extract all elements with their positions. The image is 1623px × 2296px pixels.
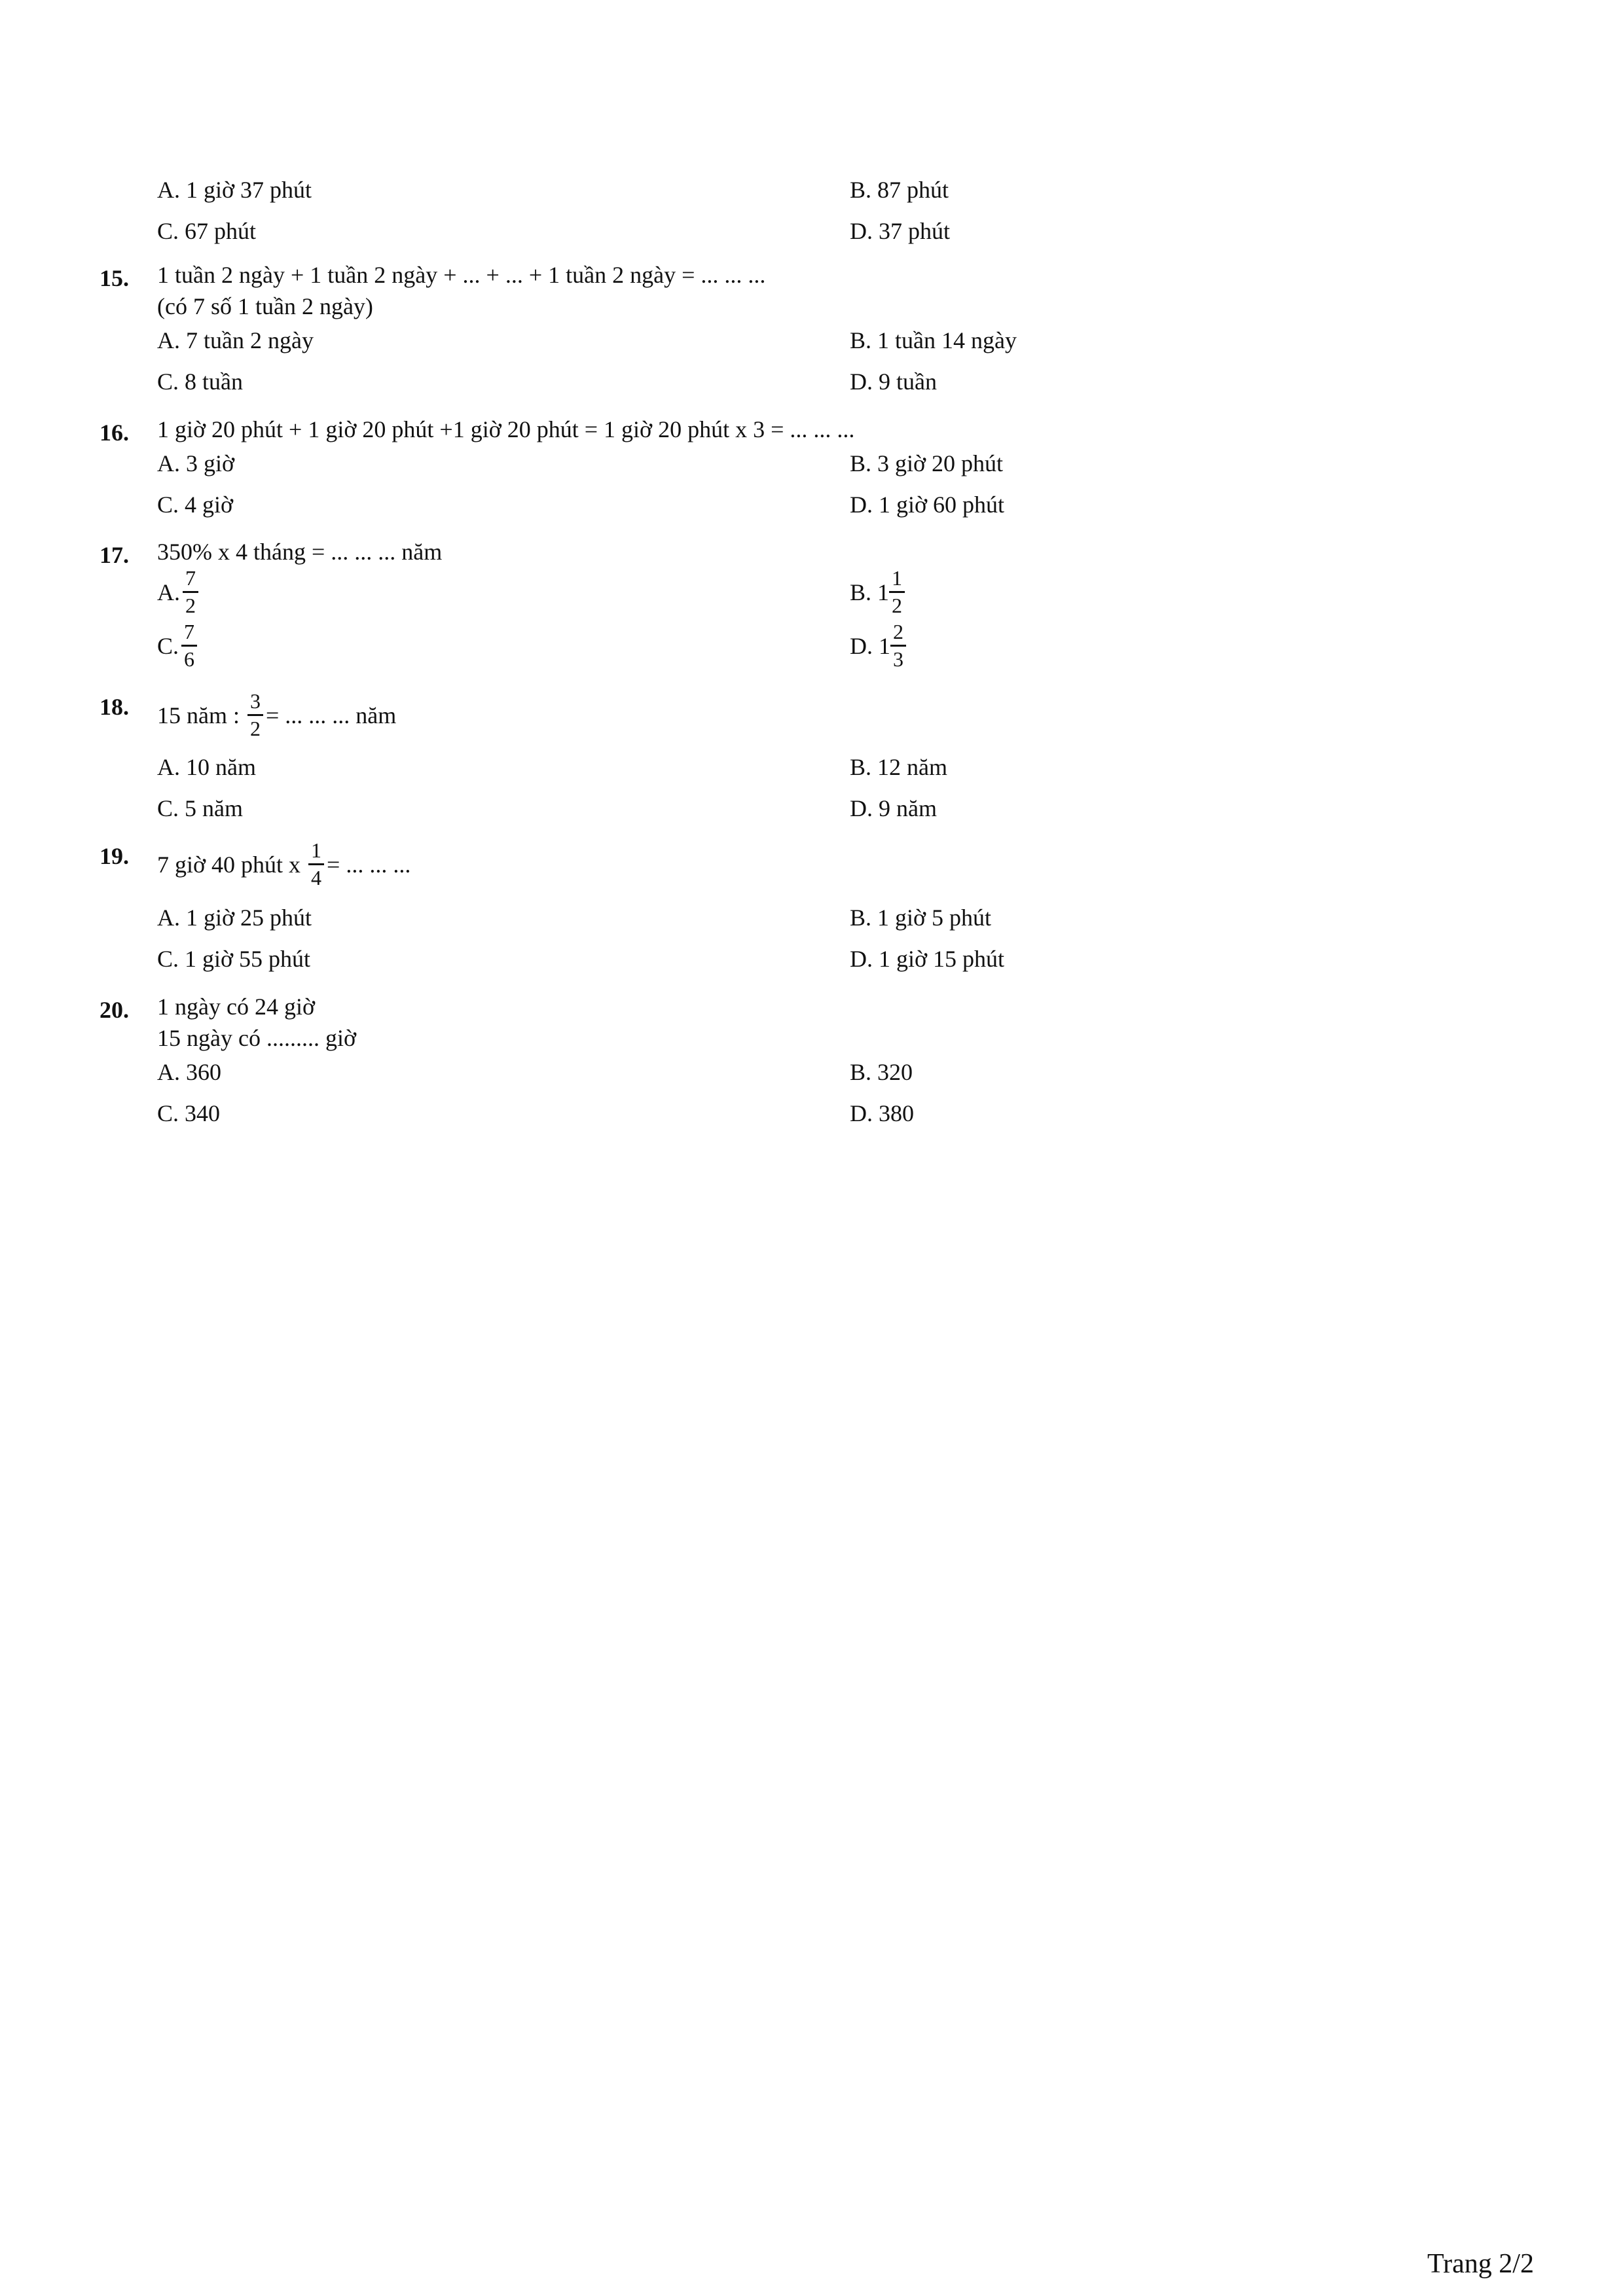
fraction-numerator: 3 [247, 690, 263, 716]
q15-option-b: B. 1 tuần 14 ngày [850, 327, 1017, 353]
q15-number: 15. [100, 265, 129, 291]
q17-option-a-fraction [183, 567, 198, 617]
q18-stem-fraction [247, 690, 263, 740]
q15-stem-line1: 1 tuần 2 ngày + 1 tuần 2 ngày + ... + ... + 1 tuần 2 ngày = ... ... ... [157, 262, 766, 288]
q19-option-b: B. 1 giờ 5 phút [850, 905, 992, 931]
q17-option-b-fraction [889, 567, 905, 617]
q16-option-d: D. 1 giờ 60 phút [850, 492, 1005, 518]
q14-option-c: C. 67 phút [157, 218, 257, 244]
q17-option-d-fraction [890, 620, 906, 671]
q16-number: 16. [100, 420, 129, 446]
q15-option-c: C. 8 tuần [157, 368, 243, 395]
q17-stem: 350% x 4 tháng = ... ... ... năm [157, 539, 443, 565]
fraction-denominator: 2 [249, 717, 261, 741]
q19-stem-suffix: = ... ... ... [327, 851, 411, 878]
q18-stem-suffix: = ... ... ... năm [265, 702, 397, 728]
q20-stem-line2: 15 ngày có ......... giờ [157, 1025, 356, 1051]
fraction-denominator: 6 [184, 647, 195, 672]
fraction-numerator: 1 [308, 839, 324, 865]
q17-number: 17. [100, 542, 129, 568]
q20-option-d: D. 380 [850, 1100, 914, 1126]
q16-stem: 1 giờ 20 phút + 1 giờ 20 phút +1 giờ 20 phút = 1 giờ 20 phút x 3 = ... ... ... [157, 416, 855, 442]
q17-option-d-label: D. 1 [850, 632, 890, 659]
q17-option-c [157, 620, 200, 671]
fraction-numerator: 7 [181, 620, 197, 647]
fraction-numerator: 1 [889, 567, 905, 593]
q16-option-a: A. 3 giờ [157, 450, 235, 476]
fraction-denominator: 3 [893, 647, 903, 672]
page-number: Trang 2/2 [1427, 2249, 1534, 2279]
q17-option-c-fraction [181, 620, 197, 671]
fraction-denominator: 4 [311, 866, 322, 890]
q18-option-c: C. 5 năm [157, 795, 243, 821]
fraction-denominator: 2 [892, 594, 903, 618]
q20-option-c: C. 340 [157, 1100, 221, 1126]
q15-stem-line2: (có 7 số 1 tuần 2 ngày) [157, 293, 373, 319]
q20-number: 20. [100, 997, 129, 1023]
q17-option-d [850, 620, 909, 671]
q17-option-c-label: C. [157, 632, 179, 659]
q19-option-a: A. 1 giờ 25 phút [157, 905, 312, 931]
q18-stem [157, 690, 396, 740]
q19-option-c: C. 1 giờ 55 phút [157, 946, 311, 972]
q20-option-a: A. 360 [157, 1059, 221, 1085]
q18-option-d: D. 9 năm [850, 795, 937, 821]
q19-option-d: D. 1 giờ 15 phút [850, 946, 1005, 972]
q17-option-b [850, 567, 907, 617]
q19-stem-prefix: 7 giờ 40 phút x [157, 851, 301, 878]
q14-option-b: B. 87 phút [850, 177, 949, 203]
fraction-numerator: 7 [183, 567, 198, 593]
q14-option-a: A. 1 giờ 37 phút [157, 177, 312, 203]
q16-option-b: B. 3 giờ 20 phút [850, 450, 1004, 476]
q16-option-c: C. 4 giờ [157, 492, 234, 518]
q19-stem-fraction [308, 839, 324, 889]
q19-number: 19. [100, 843, 129, 869]
fraction-numerator: 2 [890, 620, 906, 647]
q17-option-b-label: B. 1 [850, 579, 890, 605]
q18-number: 18. [100, 694, 129, 720]
q18-stem-prefix: 15 năm : [157, 702, 240, 728]
q18-option-a: A. 10 năm [157, 754, 256, 780]
q20-option-b: B. 320 [850, 1059, 913, 1085]
q15-option-d: D. 9 tuần [850, 368, 937, 395]
q18-option-b: B. 12 năm [850, 754, 947, 780]
q19-stem [157, 839, 410, 889]
q15-option-a: A. 7 tuần 2 ngày [157, 327, 314, 353]
q17-option-a [157, 567, 201, 617]
fraction-denominator: 2 [185, 594, 196, 618]
q20-stem-line1: 1 ngày có 24 giờ [157, 994, 315, 1020]
q17-option-a-label: A. [157, 579, 180, 605]
q14-option-d: D. 37 phút [850, 218, 950, 244]
